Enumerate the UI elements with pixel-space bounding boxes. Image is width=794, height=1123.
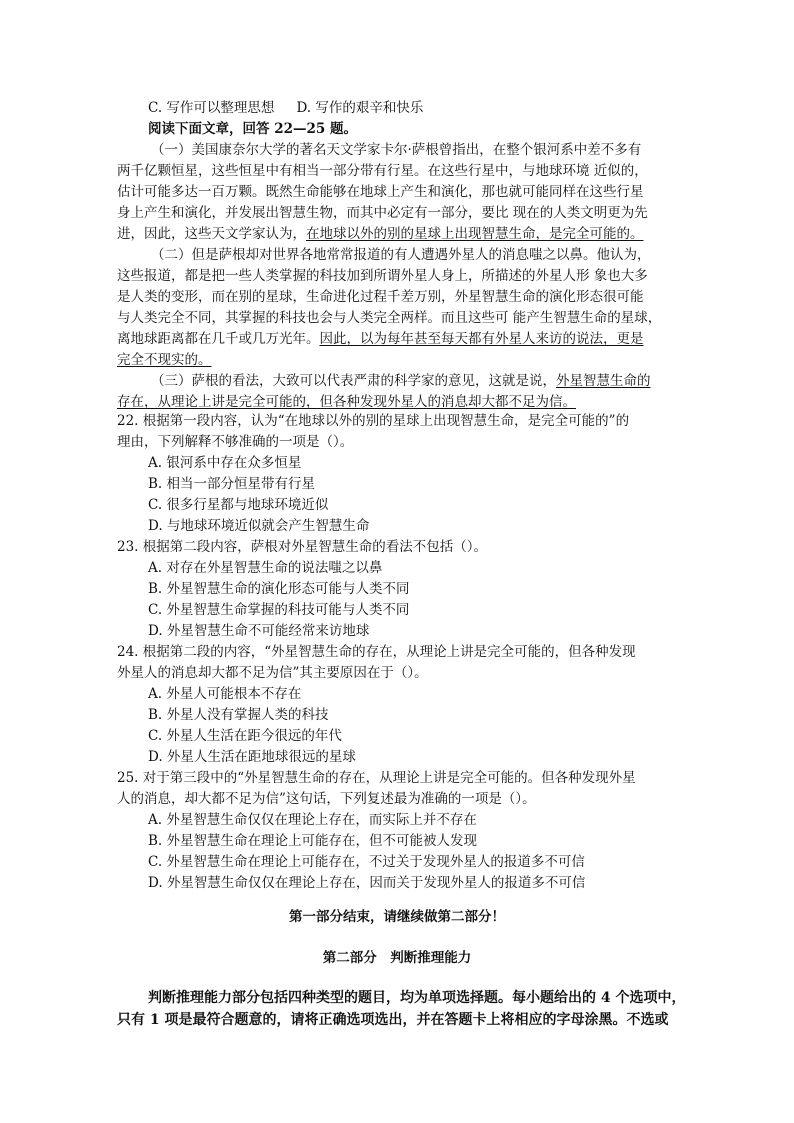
question-stem: 22. 根据第一段内容，认为“在地球以外的别的星球上出现智慧生命，是完全可能的”的 (117, 413, 630, 429)
text-span: 进，因此，这些天文学家认为， (117, 226, 306, 242)
question-stem: 23. 根据第二段内容，萨根对外星智慧生命的看法不包括（）。 (117, 539, 488, 555)
answer-option: A. 外星人可能根本不存在 (148, 686, 302, 702)
question-stem: 外星人的消息却大都不足为信”其主要原因在于（）。 (117, 665, 428, 681)
question-stem: 理由，下列解释不够准确的一项是（）。 (117, 434, 354, 450)
answer-option: D. 外星智慧生命仅仅在理论上存在，因而关于发现外星人的报道多不可信 (148, 875, 586, 891)
text-line: 只有 1 项是最符合题意的，请将正确选项选出，并在答题卡上将相应的字母涂黑。不选或 (117, 1012, 669, 1028)
question-stem: 25. 对于第三段中的“外星智慧生命的存在，从理论上讲是完全可能的。但各种发现外星 (117, 770, 636, 786)
prev-question-options (148, 98, 423, 118)
part2-title: 第二部分 判断推理能力 (322, 950, 472, 966)
underlined-sentence: 存在，从理论上讲是完全可能的，但各种发现外星人的消息却大都不足为信。 (117, 394, 576, 410)
text-line: 两千亿颗恒星，这些恒星中有相当一部分带有行星。在这些行星中，与地球环境 近似的， (117, 163, 648, 179)
answer-option: B. 外星人没有掌握人类的科技 (148, 707, 329, 723)
text-span: （三）萨根的看法，大致可以代表严肃的科学家的意见，这就是说， (151, 373, 556, 389)
answer-option: B. 外星智慧生命的演化形态可能与人类不同 (148, 581, 410, 597)
answer-option: A. 银河系中存在众多恒星 (148, 455, 302, 471)
answer-option: D. 外星人生活在距地球很远的星球 (148, 749, 356, 765)
question-stem: 24. 根据第二段的内容，“外星智慧生命的存在，从理论上讲是完全可能的，但各种发现 (117, 644, 636, 660)
text-span: 离地球距离都在几千或几万光年。 (117, 331, 320, 347)
text-line: 身上产生和演化，并发展出智慧生物，而其中必定有一部分，要比 现在的人类文明更为先 (117, 205, 648, 221)
text-line: （一）美国康奈尔大学的著名天文学家卡尔·萨根曾指出，在整个银河系中差不多有 (151, 142, 642, 158)
part1-end-notice: 第一部分结束，请继续做第二部分！ (289, 909, 505, 925)
answer-option: A. 外星智慧生命仅仅在理论上存在，而实际上并不存在 (148, 812, 477, 828)
underlined-sentence: 在地球以外的别的星球上出现智慧生命，是完全可能的。 (306, 226, 644, 242)
reading-instruction: 阅读下面文章，回答 22—25 题。 (148, 121, 357, 137)
text-line (117, 329, 644, 349)
answer-option: C. 很多行星都与地球环境近似 (148, 497, 329, 513)
text-line (117, 224, 644, 244)
answer-option: A. 对存在外星智慧生命的说法嗤之以鼻 (148, 560, 383, 576)
text-line: 是人类的变形，而在别的星球，生命进化过程千差万别，外星智慧生命的演化形态很可能 (117, 289, 644, 305)
answer-option: C. 外星智慧生命掌握的科技可能与人类不同 (148, 602, 410, 618)
text-line: 这些报道，都是把一些人类掌握的科技加到所谓外星人身上，所描述的外星人形 象也大多 (117, 268, 648, 284)
text-line (151, 371, 651, 391)
underlined-sentence: 外星智慧生命的 (556, 373, 651, 389)
option-c: C. 写作可以整理思想 (148, 100, 275, 116)
answer-option: C. 外星人生活在距今很远的年代 (148, 728, 342, 744)
answer-option: B. 外星智慧生命在理论上可能存在，但不可能被人发现 (148, 833, 478, 849)
text-line: 判断推理能力部分包括四种类型的题目，均为单项选择题。每小题给出的 4 个选项中， (148, 990, 686, 1006)
text-line: 估计可能多达一百万颗。既然生命能够在地球上产生和演化，那也就可能同样在这些行星 (117, 184, 644, 200)
underlined-sentence: 完全不现实的。 (117, 352, 212, 368)
text-line: 与人类完全不同，其掌握的科技也会与人类完全两样。而且这些可 能产生智慧生命的星球， (117, 310, 662, 326)
question-stem: 人的消息，却大都不足为信”这句话，下列复述最为准确的一项是（）。 (117, 791, 536, 807)
option-d: D. 写作的艰辛和快乐 (296, 100, 424, 116)
answer-option: D. 外星智慧生命不可能经常来访地球 (148, 623, 370, 639)
answer-option: D. 与地球环境近似就会产生智慧生命 (148, 518, 370, 534)
text-line: （二）但是萨根却对世界各地常常报道的有人遭遇外星人的消息嗤之以鼻。他认为， (151, 247, 651, 263)
answer-option: C. 外星智慧生命在理论上可能存在，不过关于发现外星人的报道多不可信 (148, 854, 585, 870)
answer-option: B. 相当一部分恒星带有行星 (148, 476, 316, 492)
underlined-sentence: 因此，以为每年甚至每天都有外星人来访的说法，更是 (319, 331, 644, 347)
